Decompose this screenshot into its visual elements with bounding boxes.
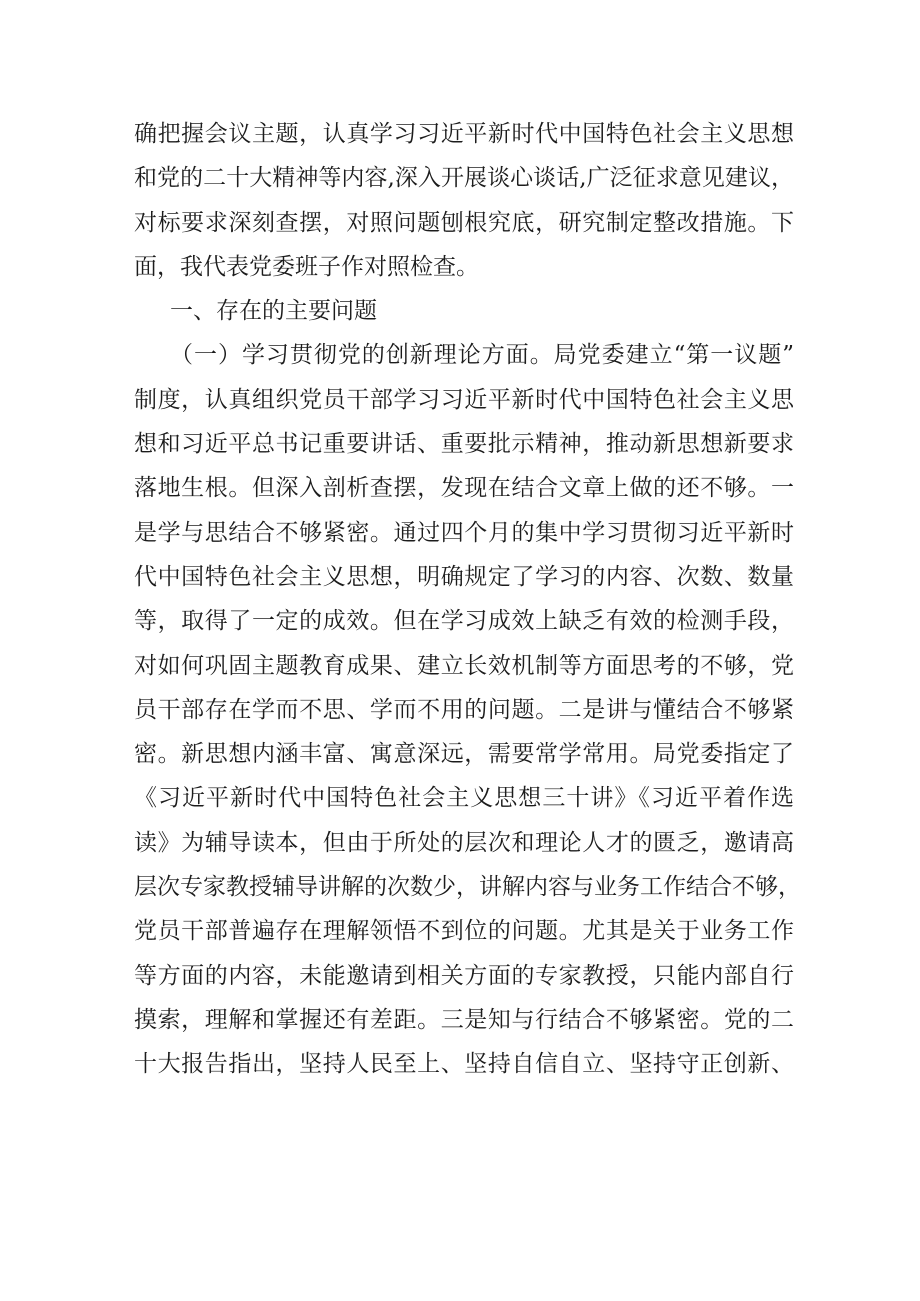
text-line: 密。新思想内涵丰富、寓意深远，需要常学常用。局党委指定了 <box>134 741 794 768</box>
section-heading: 一、存在的主要问题 <box>170 298 377 325</box>
text-line: 《习近平新时代中国特色社会主义思想三十讲》《习近平着作选 <box>134 785 794 812</box>
text-line: 对如何巩固主题教育成果、建立长效机制等方面思考的不够，党 <box>134 652 794 679</box>
subsection-first-line: （一）学习贯彻党的创新理论方面。局党委建立“第一议题” <box>170 342 794 369</box>
text-line: 制度，认真组织党员干部学习习近平新时代中国特色社会主义思 <box>134 386 794 413</box>
text-line: 和党的二十大精神等内容,深入开展谈心谈话,广泛征求意见建议， <box>134 165 794 192</box>
text-line: 读》为辅导读本，但由于所处的层次和理论人才的匮乏，邀请高 <box>134 829 794 856</box>
text-line: 落地生根。但深入剖析查摆，发现在结合文章上做的还不够。一 <box>134 475 794 502</box>
text-line: 是学与思结合不够紧密。通过四个月的集中学习贯彻习近平新时 <box>134 519 794 546</box>
text-line: 十大报告指出，坚持人民至上、坚持自信自立、坚持守正创新、 <box>134 1051 794 1078</box>
text-line: 确把握会议主题，认真学习习近平新时代中国特色社会主义思想 <box>134 121 794 147</box>
text-line: 摸索，理解和掌握还有差距。三是知与行结合不够紧密。党的二 <box>134 1006 794 1033</box>
text-line: 对标要求深刻查摆，对照问题刨根究底，研究制定整改措施。下 <box>134 209 794 236</box>
text-line: 层次专家教授辅导讲解的次数少，讲解内容与业务工作结合不够， <box>134 874 801 901</box>
text-line: 等，取得了一定的成效。但在学习成效上缺乏有效的检测手段， <box>134 608 794 635</box>
text-line: 党员干部普遍存在理解领悟不到位的问题。尤其是关于业务工作 <box>134 918 794 945</box>
text-line: 代中国特色社会主义思想，明确规定了学习的内容、次数、数量 <box>134 563 794 590</box>
text-line: 等方面的内容，未能邀请到相关方面的专家教授，只能内部自行 <box>134 962 794 989</box>
text-line: 员干部存在学而不思、学而不用的问题。二是讲与懂结合不够紧 <box>134 696 794 723</box>
text-line: 面，我代表党委班子作对照检查。 <box>134 253 479 280</box>
text-line: 想和习近平总书记重要讲话、重要批示精神，推动新思想新要求 <box>134 431 794 458</box>
document-body <box>134 112 801 1087</box>
